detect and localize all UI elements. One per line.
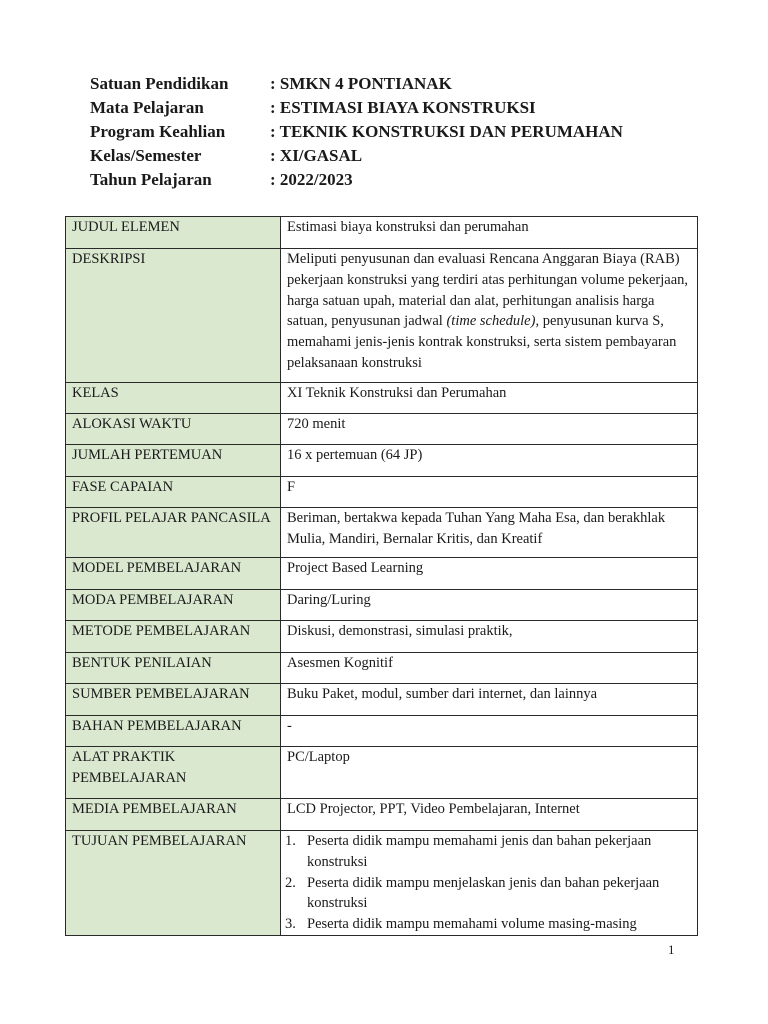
table-row-moda-pembelajaran: [66, 590, 698, 621]
table-row-tujuan-pembelajaran: [66, 831, 698, 936]
row-label: ALOKASI WAKTU: [66, 414, 281, 445]
row-value: Estimasi biaya konstruksi dan perumahan: [281, 217, 698, 249]
header-value: : TEKNIK KONSTRUKSI DAN PERUMAHAN: [270, 122, 623, 141]
row-value: 720 menit: [281, 414, 698, 445]
element-table: [65, 216, 698, 936]
table-row-alat-praktik: [66, 747, 698, 799]
objectives-list: [285, 831, 691, 935]
row-label: DESKRIPSI: [66, 249, 281, 383]
row-label: MEDIA PEMBELAJARAN: [66, 799, 281, 831]
header-value: : SMKN 4 PONTIANAK: [270, 74, 452, 93]
header-label: Program Keahlian: [90, 122, 226, 141]
row-value: Daring/Luring: [281, 590, 698, 621]
row-label: TUJUAN PEMBELAJARAN: [66, 831, 281, 936]
row-label: BENTUK PENILAIAN: [66, 653, 281, 684]
row-value: Project Based Learning: [281, 558, 698, 590]
header-row-tahun-pelajaran: [90, 168, 623, 192]
list-text: Peserta didik mampu memahami volume masing-masing: [307, 916, 637, 933]
header-value: : 2022/2023: [270, 170, 353, 189]
table-row-judul-elemen: [66, 217, 698, 249]
page-number: 1: [668, 942, 675, 957]
row-label: MODEL PEMBELAJARAN: [66, 558, 281, 590]
row-label: BAHAN PEMBELAJARAN: [66, 716, 281, 747]
row-label: JUMLAH PERTEMUAN: [66, 445, 281, 477]
table-row-fase-capaian: [66, 477, 698, 508]
header-label: Kelas/Semester: [90, 146, 202, 165]
list-number: 3.: [285, 916, 296, 933]
list-text: Peserta didik mampu menjelaskan jenis dan bahan pekerjaan konstruksi: [307, 874, 660, 912]
list-number: 1.: [285, 833, 296, 849]
header-label: Satuan Pendidikan: [90, 74, 229, 93]
header-value: : ESTIMASI BIAYA KONSTRUKSI: [270, 98, 536, 117]
document-header: [90, 72, 623, 192]
row-value: -: [281, 716, 698, 747]
row-value: F: [281, 477, 698, 508]
list-item: [285, 873, 691, 915]
list-text: Peserta didik mampu memahami jenis dan bahan pekerjaan konstruksi: [307, 833, 652, 870]
table-row-deskripsi: [66, 249, 698, 383]
header-label: Mata Pelajaran: [90, 98, 204, 117]
row-value: [281, 249, 698, 383]
row-value: Buku Paket, modul, sumber dari internet, dan lainnya: [281, 684, 698, 716]
row-label: MODA PEMBELAJARAN: [66, 590, 281, 621]
table-row-model-pembelajaran: [66, 558, 698, 590]
row-value: XI Teknik Konstruksi dan Perumahan: [281, 383, 698, 414]
list-item: [285, 914, 691, 935]
row-value: PC/Laptop: [281, 747, 698, 799]
header-row-mata-pelajaran: [90, 96, 623, 120]
row-value: LCD Projector, PPT, Video Pembelajaran, Internet: [281, 799, 698, 831]
deskripsi-text-part: Meliputi penyusunan dan evaluasi Rencana Anggaran Biaya (RAB) pekerjaan konstruksi yang terdiri atas perhitungan volume pekerjaan, harga satuan upah, material dan alat, perhitungan analisis harga satuan, penyusunan jadwal: [287, 251, 689, 330]
row-label: ALAT PRAKTIK PEMBELAJARAN: [66, 747, 281, 799]
row-label: KELAS: [66, 383, 281, 414]
table-row-jumlah-pertemuan: [66, 445, 698, 477]
header-value: : XI/GASAL: [270, 146, 363, 165]
row-label: SUMBER PEMBELAJARAN: [66, 684, 281, 716]
list-item: [285, 831, 691, 873]
table-row-profil-pelajar: [66, 508, 698, 558]
row-value: Asesmen Kognitif: [281, 653, 698, 684]
header-row-program-keahlian: [90, 120, 623, 144]
deskripsi-text-part: , penyusunan kurva S, memahami jenis-jenis kontrak konstruksi, serta sistem pembayaran pelaksanaan konstruksi: [287, 313, 677, 371]
row-value: 16 x pertemuan (64 JP): [281, 445, 698, 477]
deskripsi-text-italic: (time schedule): [446, 313, 536, 330]
row-label: JUDUL ELEMEN: [66, 217, 281, 249]
list-number: 2.: [285, 874, 296, 891]
table-row-kelas: [66, 383, 698, 414]
table-row-alokasi-waktu: [66, 414, 698, 445]
header-label: Tahun Pelajaran: [90, 170, 212, 189]
table-row-metode-pembelajaran: [66, 621, 698, 653]
row-label: METODE PEMBELAJARAN: [66, 621, 281, 653]
table-row-bentuk-penilaian: [66, 653, 698, 684]
row-label: PROFIL PELAJAR PANCASILA: [66, 508, 281, 558]
header-row-satuan-pendidikan: [90, 72, 623, 96]
row-value: Beriman, bertakwa kepada Tuhan Yang Maha Esa, dan berakhlak Mulia, Mandiri, Bernalar Kritis, dan Kreatif: [281, 508, 698, 558]
row-value: Diskusi, demonstrasi, simulasi praktik,: [281, 621, 698, 653]
table-row-bahan-pembelajaran: [66, 716, 698, 747]
row-label: FASE CAPAIAN: [66, 477, 281, 508]
table-row-sumber-pembelajaran: [66, 684, 698, 716]
header-row-kelas-semester: [90, 144, 623, 168]
row-value: [281, 831, 698, 936]
table-row-media-pembelajaran: [66, 799, 698, 831]
